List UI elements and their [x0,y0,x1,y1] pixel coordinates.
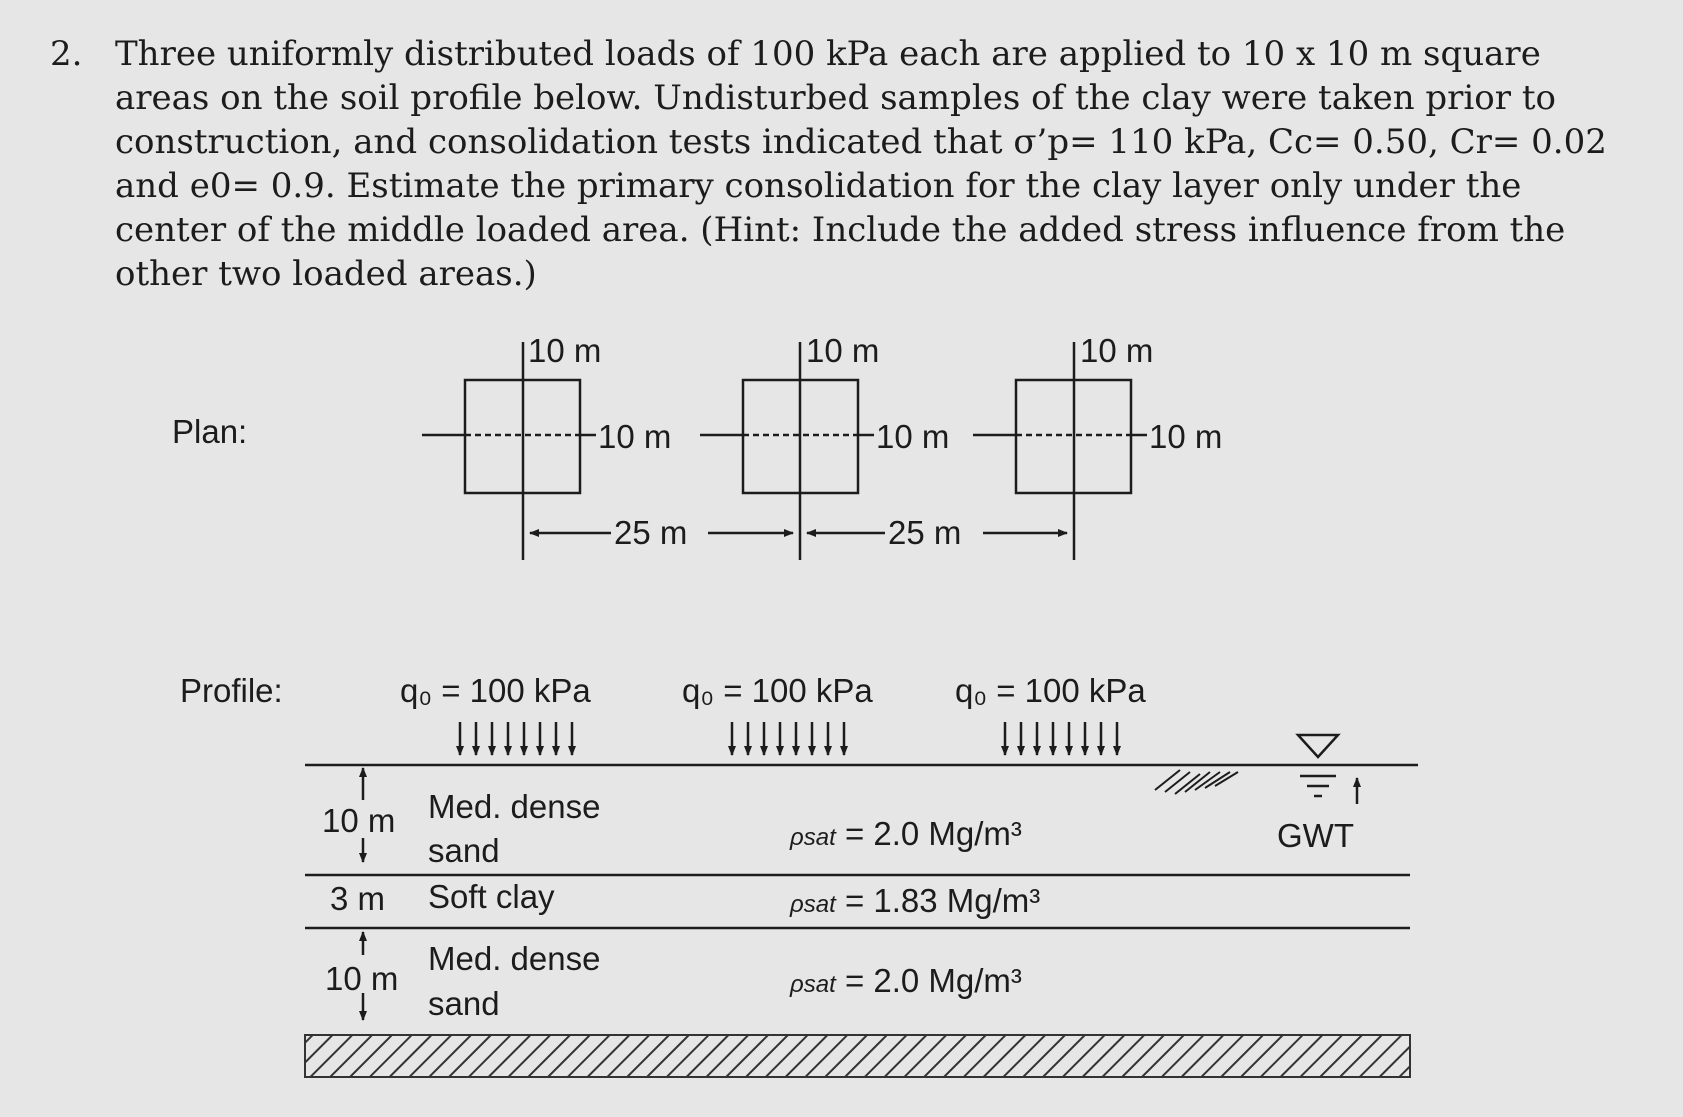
layer-2-density-value: = 1.83 Mg/m³ [844,882,1041,919]
layer-2-density-symbol: ρsat [790,891,836,918]
layer-1-density-value: = 2.0 Mg/m³ [844,815,1022,852]
layer-3-name-line1: Med. dense [428,940,601,977]
profile-label: Profile: [180,672,283,709]
layer-3-density [790,962,1022,1000]
load-arrows-3 [1005,722,1117,755]
plan-square-3 [973,342,1147,560]
load-label-2: q₀ = 100 kPa [682,672,873,709]
load-label-3: q₀ = 100 kPa [955,672,1146,709]
layer-3-name-line2: sand [428,985,500,1022]
plan-side-label-3: 10 m [1149,418,1223,455]
plan-spacing-label-2: 25 m [888,514,962,551]
layer-2-thickness: 3 m [330,880,386,917]
surface-hatch [1155,770,1238,794]
layer-1-thickness: 10 m [322,802,396,839]
load-arrows-2 [732,722,844,755]
plan-square-1 [422,342,596,560]
load-arrows-1 [460,722,572,755]
layer-1-density-symbol: ρsat [790,824,836,851]
plan-label: Plan: [172,413,248,450]
gwt-symbol [1298,735,1357,804]
layer-1-density [790,815,1022,853]
plan-width-label-2: 10 m [806,332,880,369]
plan-width-label-1: 10 m [528,332,602,369]
load-label-1: q₀ = 100 kPa [400,672,591,709]
problem-text: Three uniformly distributed loads of 100 kPa each are applied to 10 x 10 m square areas on the soil profile below. Undisturbed samples of the clay were taken prior to construction, and consolidation tests indicated that σ’p= 110 kPa, Cc= 0.50, Cr= 0.02 and e0= 0.9. Estimate the primary consolidation for the clay layer only under the center of the middle loaded area. (Hint: Include the added stress influence from the other two loaded areas.) [115,34,1607,294]
layer-2-density [790,882,1040,920]
layer-3-density-value: = 2.0 Mg/m³ [844,962,1022,999]
layer-1-name-line2: sand [428,832,500,869]
layer-3-density-symbol: ρsat [790,971,836,998]
plan-side-label-1: 10 m [598,418,672,455]
gwt-label: GWT [1277,817,1354,854]
layer-2-name-line1: Soft clay [428,878,555,915]
problem-number: 2. [50,34,83,74]
layer-3-thickness: 10 m [325,960,399,997]
layer-1-name-line1: Med. dense [428,788,601,825]
plan-side-label-2: 10 m [876,418,950,455]
plan-square-2 [700,342,874,560]
plan-spacing-label-1: 25 m [614,514,688,551]
bedrock-hatch [305,1035,1410,1077]
plan-width-label-3: 10 m [1080,332,1154,369]
